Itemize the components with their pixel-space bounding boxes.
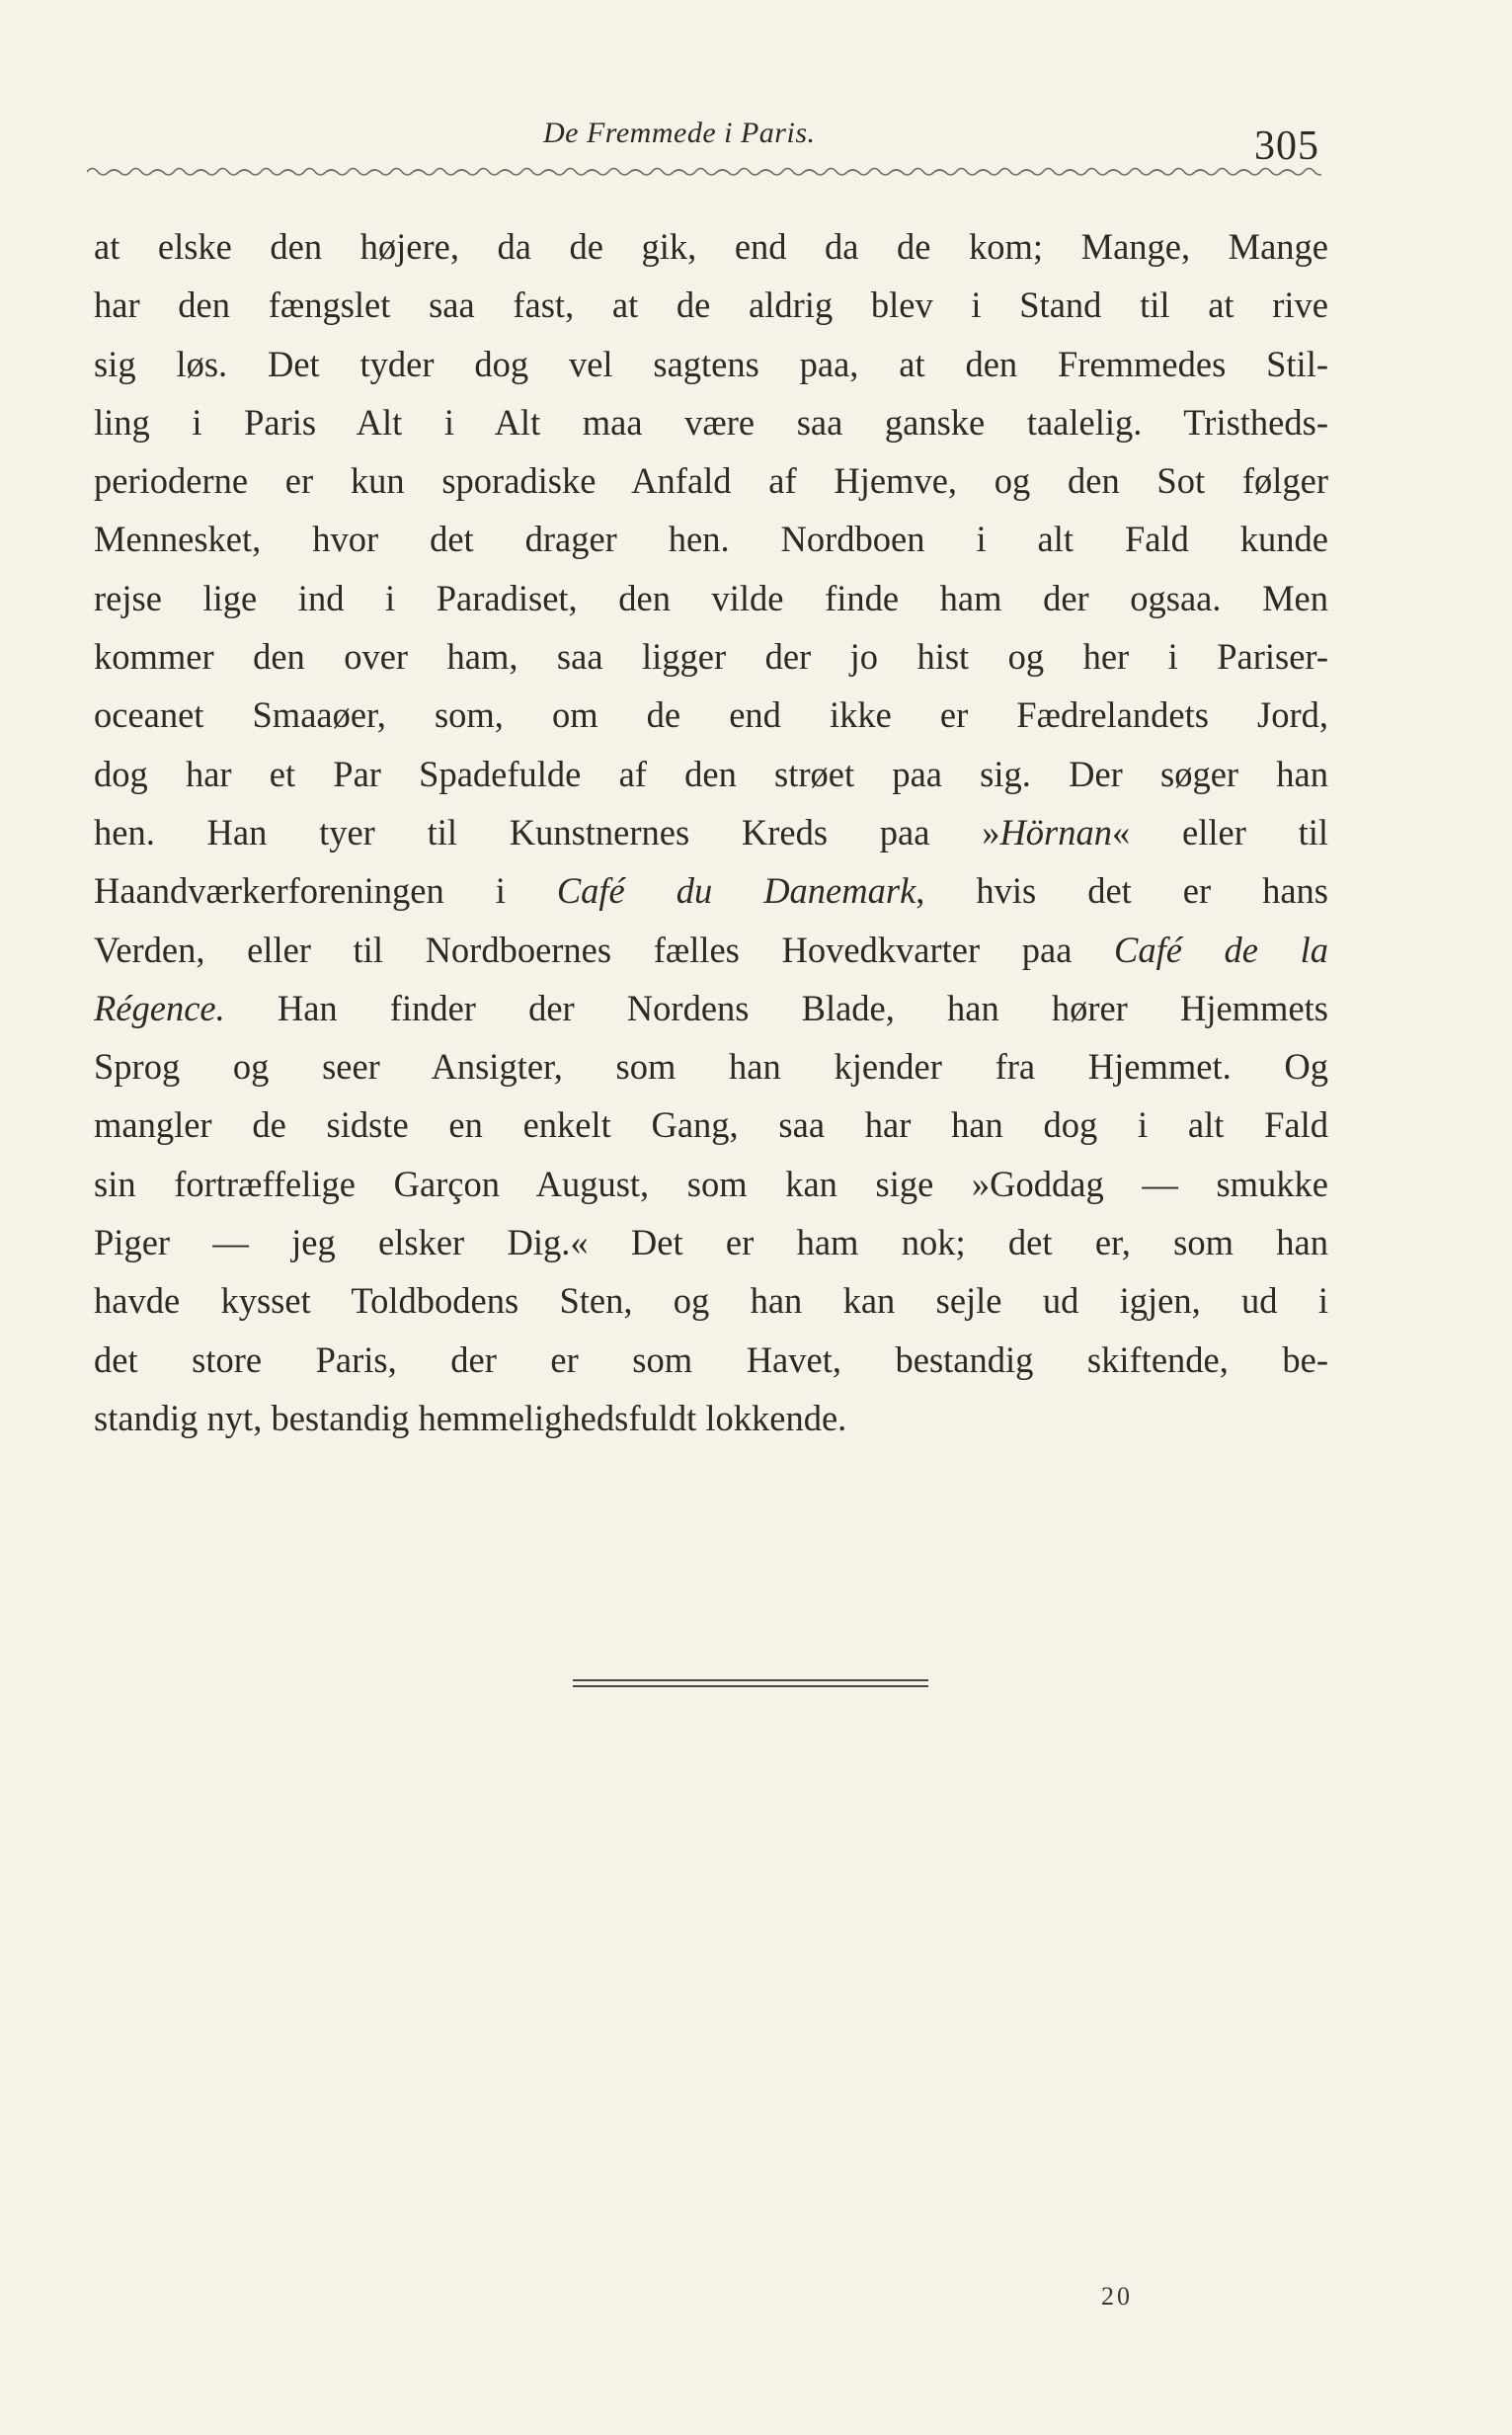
text-line: dog har et Par Spadefulde af den strøet paa sig. Der søger han — [94, 753, 1328, 794]
text-segment: hen. Han tyer til Kunstnernes Kreds paa » — [94, 811, 1000, 852]
running-head — [0, 117, 1512, 169]
body-text — [94, 217, 1328, 1447]
text-segment: Verden, eller til Nordboernes fælles Hovedkvarter paa — [94, 929, 1115, 970]
text-line: kommer den over ham, saa ligger der jo hist og her i Pariser- — [94, 636, 1328, 678]
end-rule — [573, 1679, 928, 1689]
text-segment: Han finder der Nordens Blade, han hører Hjemmets — [224, 987, 1328, 1028]
text-line — [94, 921, 1328, 979]
text-line: Sprog og seer Ansigter, som han kjender fra Hjemmet. Og — [94, 1046, 1328, 1088]
ornamental-wavy-rule — [87, 161, 1321, 183]
text-line: rejse lige ind i Paradiset, den vilde finde ham der ogsaa. Men — [94, 577, 1328, 618]
text-line: havde kysset Toldbodens Sten, og han kan sejle ud igjen, ud i — [94, 1280, 1328, 1322]
text-line-last: standig nyt, bestandig hemmelighedsfuldt lokkende. — [94, 1397, 847, 1438]
text-segment: « eller til — [1112, 811, 1328, 852]
text-line: sin fortræffelige Garçon August, som kan sige »Goddag — smukke — [94, 1163, 1328, 1204]
text-line: ling i Paris Alt i Alt maa være saa ganske taalelig. Tristheds- — [94, 401, 1328, 443]
text-line: det store Paris, der er som Havet, bestandig skiftende, be- — [94, 1339, 1328, 1380]
text-line: at elske den højere, da de gik, end da de kom; Mange, Mange — [94, 226, 1328, 267]
running-title: De Fremmede i Paris. — [543, 117, 816, 149]
italic-title: Café du Danemark — [556, 870, 916, 912]
italic-title: Café de la — [1114, 929, 1328, 970]
text-line: mangler de sidste en enkelt Gang, saa har han dog i alt Fald — [94, 1104, 1328, 1146]
italic-title: Hörnan — [999, 811, 1113, 852]
text-line: perioderne er kun sporadiske Anfald af Hjemve, og den Sot følger — [94, 460, 1328, 502]
text-line: sig løs. Det tyder dog vel sagtens paa, at den Fremmedes Stil- — [94, 343, 1328, 384]
text-line: oceanet Smaaøer, som, om de end ikke er Fædrelandets Jord, — [94, 694, 1328, 736]
text-line: har den fængslet saa fast, at de aldrig blev i Stand til at rive — [94, 284, 1328, 326]
text-line: Piger — jeg elsker Dig.« Det er ham nok; det er, som han — [94, 1222, 1328, 1263]
page-number: 305 — [1254, 123, 1319, 169]
text-line: Mennesket, hvor det drager hen. Nordboen i alt Fald kunde — [94, 519, 1328, 560]
text-segment: , hvis det er hans — [915, 870, 1328, 912]
signature-mark: 20 — [1101, 2282, 1133, 2311]
text-line — [94, 803, 1328, 861]
end-rule-line — [573, 1679, 928, 1681]
end-rule-line — [573, 1685, 928, 1687]
italic-title: Régence. — [94, 987, 225, 1028]
text-line — [94, 861, 1328, 920]
text-line — [94, 979, 1328, 1037]
text-segment: Haandværkerforeningen i — [94, 870, 557, 912]
